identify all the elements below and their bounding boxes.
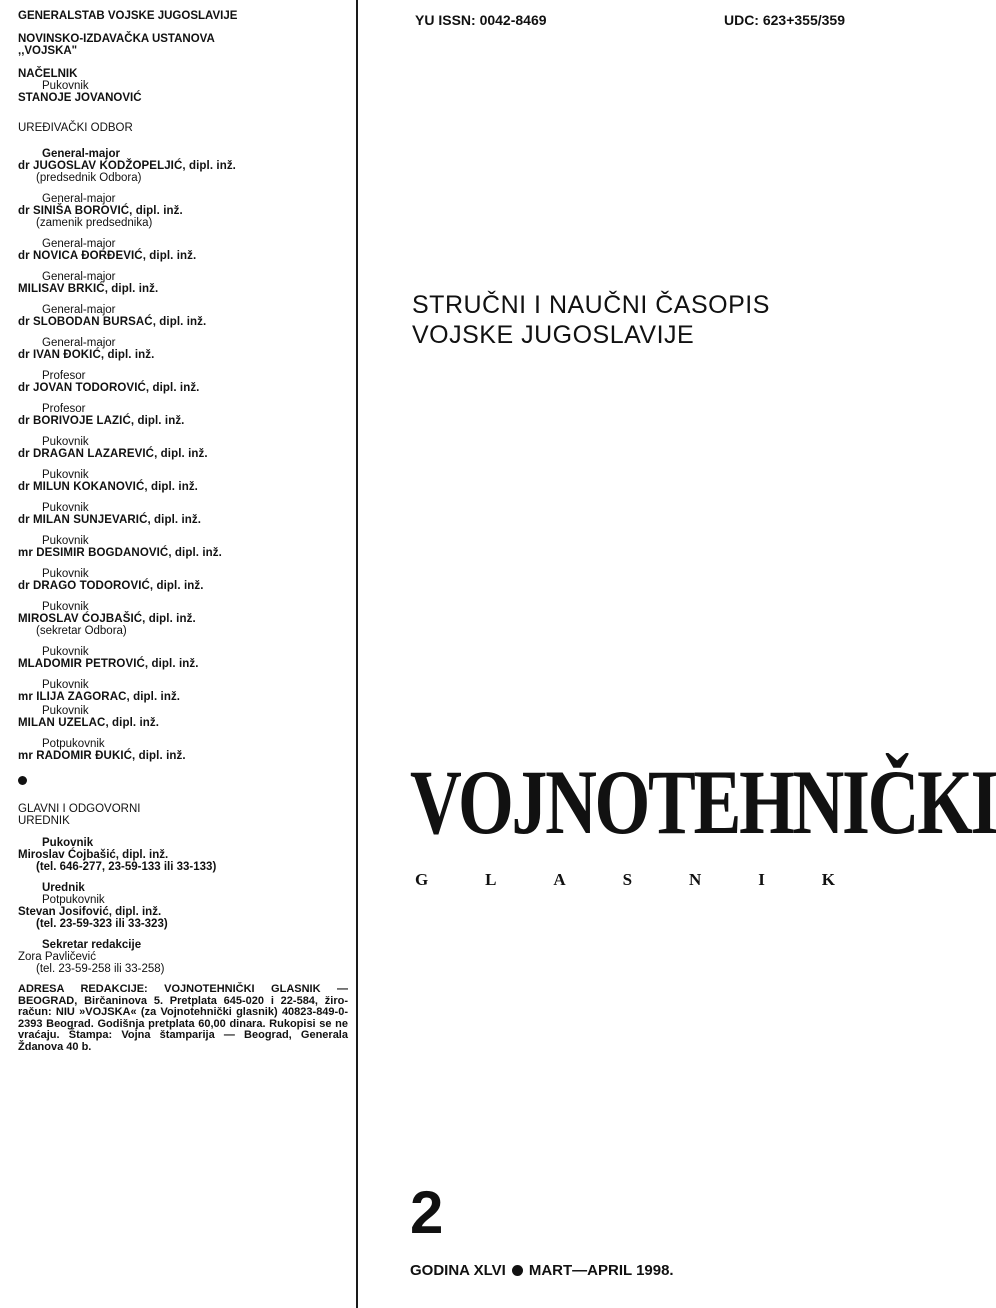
secretary-label: Sekretar redakcije [42,939,142,951]
issn: YU ISSN: 0042-8469 [415,12,547,28]
subtitle-line-1: STRUČNI I NAUČNI ČASOPIS [412,291,770,319]
member-name: mr ILIJA ZAGORAC, dipl. inž. [18,691,181,703]
member-name: MIROSLAV ĆOJBAŠIĆ, dipl. inž. [18,613,196,625]
member-note: (zamenik predsednika) [36,217,153,229]
board-member [18,436,348,460]
logo-letter: L [485,870,497,889]
chief-label: NAČELNIK [18,68,78,80]
chief-section [18,68,348,104]
board-member [18,148,348,184]
board-member [18,601,348,637]
issue-date-line [410,1262,674,1279]
member-rank: Profesor [42,403,86,415]
member-name: dr IVAN ĐOKIĆ, dipl. inž. [18,349,155,361]
publisher-line-2: ,,VOJSKA" [18,45,78,57]
board-member [18,403,348,427]
member-rank: Pukovnik [42,535,89,547]
editor-in-chief-label-2: UREDNIK [18,815,70,827]
secretary-name: Zora Pavličević [18,951,96,963]
member-rank: General-major [42,238,116,250]
member-rank: General-major [42,271,116,283]
board-list [18,148,348,762]
editor-in-chief-label-1: GLAVNI I ODGOVORNI [18,803,141,815]
member-rank: General-major [42,193,116,205]
member-rank: Profesor [42,370,86,382]
secretary-tel: (tel. 23-59-258 ili 33-258) [36,963,165,975]
member-name: dr MILUN KOKANOVIĆ, dipl. inž. [18,481,198,493]
member-name: mr DESIMIR BOGDANOVIĆ, dipl. inž. [18,547,222,559]
udc: UDC: 623+355/359 [723,12,845,28]
board-member [18,535,348,559]
editor-in-chief [18,803,348,873]
publisher [18,33,348,57]
editor-rank: Potpukovnik [42,894,105,906]
board-member [18,469,348,493]
chief-rank: Pukovnik [42,80,89,92]
bullet-icon [512,1265,523,1276]
secretary [18,939,348,975]
logo-letter: K [821,870,835,889]
member-rank: Pukovnik [42,469,89,481]
board-member [18,337,348,361]
member-note: (sekretar Odbora) [36,625,127,637]
member-name: mr RADOMIR ĐUKIĆ, dipl. inž. [18,750,186,762]
logo-letter: A [553,870,566,889]
board-member [18,370,348,394]
board-member [18,568,348,592]
member-rank: General-major [42,337,116,349]
subtitle-line-2: VOJSKE JUGOSLAVIJE [412,321,695,349]
member-name: dr JOVAN TODOROVIĆ, dipl. inž. [18,382,200,394]
publisher-line-1: NOVINSKO-IZDAVAČKA USTANOVA [18,33,215,45]
board-member [18,705,348,729]
journal-logo-subtitle [415,870,835,890]
org-name: GENERALSTAB VOJSKE JUGOSLAVIJE [18,10,238,22]
board-member [18,193,348,229]
board-label: UREĐIVAČKI ODBOR [18,122,133,134]
journal-subtitle [412,290,770,350]
journal-logo: VOJNOTEHNIČKI [410,751,996,853]
editor-in-chief-name: Miroslav Ćojbašić, dipl. inž. [18,849,169,861]
board-member [18,271,348,295]
year-label: GODINA XLVI [410,1262,506,1279]
board-member [18,304,348,328]
member-name: MLADOMIR PETROVIĆ, dipl. inž. [18,658,199,670]
member-name: dr DRAGAN LAZAREVIĆ, dipl. inž. [18,448,208,460]
member-rank: Pukovnik [42,646,89,658]
masthead-column [18,10,348,1053]
member-name: dr JUGOSLAV KODŽOPELJIĆ, dipl. inž. [18,160,236,172]
member-name: dr BORIVOJE LAZIĆ, dipl. inž. [18,415,185,427]
board-member [18,502,348,526]
board-member [18,738,348,762]
member-name: MILAN UZELAC, dipl. inž. [18,717,160,729]
editor-label: Urednik [42,882,85,894]
issue-number: 2 [410,1179,444,1246]
member-note: (predsednik Odbora) [36,172,142,184]
logo-letter: S [622,870,633,889]
member-name: dr SLOBODAN BURSAĆ, dipl. inž. [18,316,207,328]
chief-name: STANOJE JOVANOVIĆ [18,92,142,104]
editor-in-chief-tel: (tel. 646-277, 23-59-133 ili 33-133) [36,861,217,873]
editor [18,882,348,930]
board-member [18,646,348,670]
editorial-address: ADRESA REDAKCIJE: VOJNOTEHNIČKI GLASNIK — BEOGRAD, Birčaninova 5. Pretplata 645-020 i 22-584, žiro-račun: NIU »VOJSKA« (za Vojnotehnički glasnik) 40823-849-0-2393 Beograd. Godišnja pretplata 60,00 dinara. Rukopisi se ne vraćaju. Štampa: Vojna štamparija — Beograd, Generala Ždanova 40 b. [18,983,348,1053]
member-name: dr NOVICA ĐORĐEVIĆ, dipl. inž. [18,250,197,262]
member-rank: Pukovnik [42,705,89,717]
member-name: dr DRAGO TODOROVIĆ, dipl. inž. [18,580,204,592]
member-rank: Pukovnik [42,436,89,448]
board-member [18,679,348,703]
member-rank: Pukovnik [42,502,89,514]
editor-tel: (tel. 23-59-323 ili 33-323) [36,918,168,930]
date-label: MART—APRIL 1998. [528,1262,674,1279]
member-name: dr MILAN SUNJEVARIĆ, dipl. inž. [18,514,202,526]
member-rank: Pukovnik [42,679,89,691]
member-rank: Pukovnik [42,568,89,580]
editor-name: Stevan Josifović, dipl. inž. [18,906,162,918]
column-divider [356,0,358,1308]
member-name: dr SINIŠA BOROVIĆ, dipl. inž. [18,205,183,217]
editor-in-chief-rank: Pukovnik [42,837,94,849]
member-name: MILISAV BRKIĆ, dipl. inž. [18,283,159,295]
board-member [18,238,348,262]
logo-letter: I [758,870,765,889]
logo-letter: G [415,870,429,889]
member-rank: Pukovnik [42,601,89,613]
member-rank: General-major [42,304,116,316]
member-rank: Potpukovnik [42,738,105,750]
logo-letter: N [689,870,702,889]
bullet-icon [18,776,27,785]
member-rank: General-major [42,148,120,160]
